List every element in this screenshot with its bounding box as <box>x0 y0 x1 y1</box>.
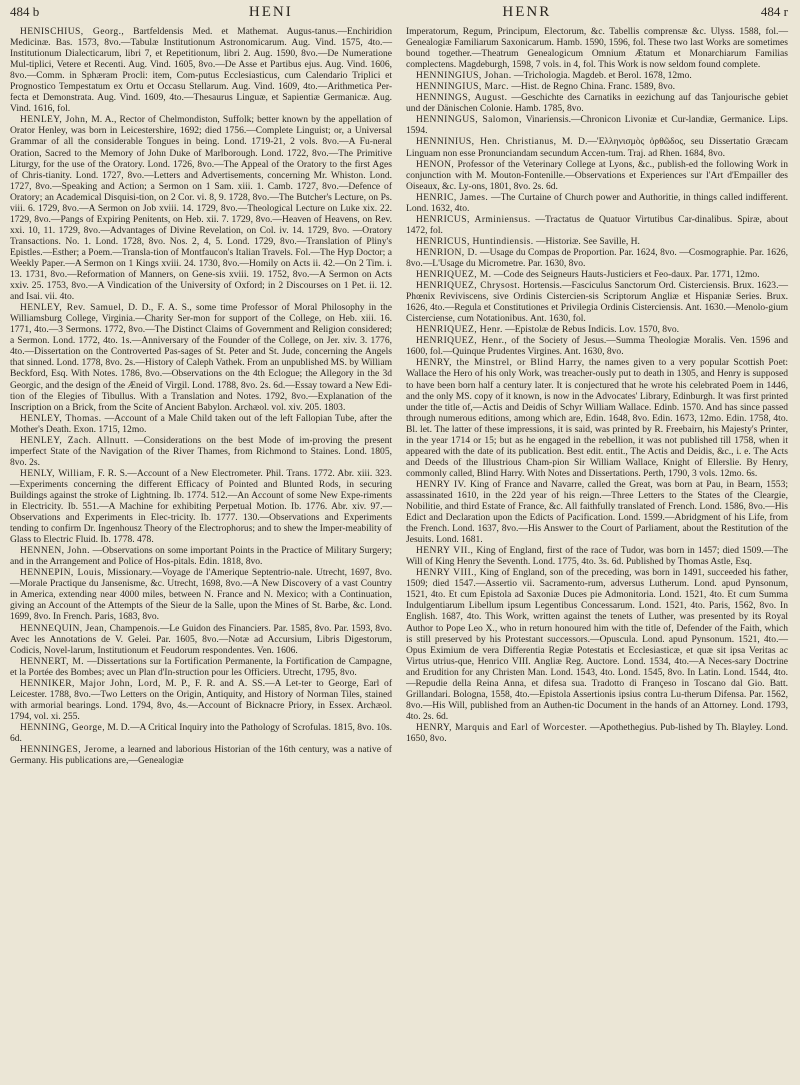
entry-text: —Account of a Male Child taken out of the left Fallopian Tube, after the Mother's Death. Exon. 1715, 12mo. <box>10 412 392 435</box>
right-folio: 484 r <box>760 4 788 19</box>
entry-text: a learned and laborious Historian of the 16th century, was a native of Germany. His publications are,—Genealogiæ <box>10 744 392 767</box>
bibliography-entry <box>406 114 788 136</box>
entry-text: King of England, first of the race of Tudor, was born in 1457; died 1509.—The Will of King Henry the Seventh. Lond. 1775, 4to. 3s. 6d. Published by Thomas Astle, Esq. <box>406 545 788 568</box>
entry-text: —Usage du Compas de Proportion. Par. 1624, 8vo. —Cosmographie. Par. 1626, 8vo.—L'Usage du Micrometre. Par. 1630, 8vo. <box>406 246 788 269</box>
entry-author: HENNERT, M. <box>20 655 85 667</box>
entry-text: —Historiæ. See Saville, H. <box>535 235 640 247</box>
entry-author: HENNING, George, <box>20 721 105 733</box>
entry-author: HENLEY, Rev. Samuel, <box>20 302 124 314</box>
bibliography-entry <box>406 159 788 192</box>
right-column <box>406 26 788 766</box>
bibliography-entry <box>10 435 392 468</box>
bibliography-entry <box>10 302 392 412</box>
entry-author: HENRIQUEZ, M. <box>416 269 492 281</box>
bibliography-entry <box>10 26 392 114</box>
bibliography-entry <box>10 413 392 435</box>
entry-text: —Hist. de Regno China. Franc. 1589, 8vo. <box>511 81 675 93</box>
entry-text: Missionary.—Voyage de l'Amerique Septentrio-nale. Utrecht, 1697, 8vo.—Morale Practique du Jansenisme, &c. Utrecht, 1698, 8vo.—A New Discovery of a vast Country in America, extending near 4000 miles, between N. France and N. Mexico; with a Continuation, giving an Account of the Attempts of the Sieur de la Salle, upon the Mines of St. Barbe, &c. Lond. 1699, 8vo. In French. Paris, 1683, 8vo. <box>10 567 392 623</box>
bibliography-entry <box>10 623 392 656</box>
entry-author: HENRIQUEZ, Chrysost. <box>416 280 521 292</box>
entry-text: M. D.—'Ελληνισμὸς ὀρθῶδος, seu Dissertatio Græcam Linguam non esse Pronunciandam secundum Accen-tum. Traj. ad Rhen. 1684, 8vo. <box>406 136 788 159</box>
entry-text: —Tractatus de Quatuor Virtutibus Car-dinalibus. Spiræ, about 1472, fol. <box>406 213 788 236</box>
entry-text: Imperatorum, Regum, Principum, Electorum, &c. Tabellis comprensæ &c. Ulyss. 1588, fol.—Genealogiæ Familiarum Saxonicarum. Hamb. 1590, 1596, fol. These two last Works are sometimes bound together.—Theatrum Genealogicum Omnium Ætatum et Monarchiarum Familias complectens. Magdeburgh, 1598, 7 vols. in 4, fol. This Work is now seldom found complete. <box>406 26 788 71</box>
entry-author: HENRY, the Minstrel, or Blind Harry, <box>416 357 585 369</box>
entry-text: King of England, son of the preceding, was born in 1491, succeeded his father, 1509; died 1547.—Assertio vii. Sacramento-rum, adversus Lutherum. Lond. apud Pynsonum, 1521, 4to. Et cum Epistola ad Saxoniæ Duces pie Admonitoria. Lond. 1521, 4to. Et cum Summa Indulgentiarum Libellum ipsum Legentibus Concessarum. Lond. 1521, 4to. Paris, 1562, 8vo. In English. 1687, 4to. This Work, written against the tenets of Luther, was presented by its Royal Author to Pope Leo X., who in return honoured him with the title of, Defender of the Faith, which is still preserved by his Protestant successors.—Opuscula. Lond. apud Pynsonum. 1521, 4to.—Opus Eximium de vera Differentia Regiæ Potestatis et Ecclesiasticæ, et quæ sit ipsa Veritas ac Virtus utrius-que, Henrico VIII. Angliæ Reg. Auctore. Lond. 1534, 4to.—A Neces-sary Doctrine and Erudition for any Christen Man. Lond. 1543, 4to. Lond. 1545, 8vo. In Latin. Lond. 1544, 4to.—Repudie della Reina Anna, et difesa sua. Tradotto di Françeso in Toscano dal Gio. Batt. Grillandari. Bologna, 1558, 4to.—Epistola Assertionis ipsius contra Lu-therum Difensa. Par. 1562, 8vo.—His Will, published from an Authen-tic Document in the hands of an Attorney. Lond. 1793, 4to. 2s. 6d. <box>406 567 788 722</box>
bibliography-entry <box>406 136 788 158</box>
entry-author: HENRY, Marquis and Earl of Worcester. <box>416 721 588 733</box>
bibliography-entry <box>10 722 392 744</box>
entry-author: HENLEY, Thomas. <box>20 412 102 424</box>
page-header <box>10 4 788 24</box>
bibliography-entry <box>406 567 788 722</box>
bibliography-entry <box>406 192 788 214</box>
bibliography-entry <box>10 656 392 678</box>
bibliography-entry <box>10 545 392 567</box>
bibliography-entry <box>406 70 788 81</box>
entry-text: —Epistolæ de Rebus Indicis. Lov. 1570, 8vo. <box>505 324 680 336</box>
entry-text: —Trichologia. Magdeb. et Berol. 1678, 12mo. <box>513 70 692 82</box>
entry-author: HENRIQUEZ, Henr. <box>416 324 503 336</box>
entry-text: Vinariensis.—Chronicon Livoniæ et Cur-landiæ, Germanice. Lips. 1594. <box>406 114 788 137</box>
bibliography-entry <box>406 545 788 567</box>
left-folio: 484 b <box>10 4 40 19</box>
entry-text: M. D.—A Critical Inquiry into the Pathology of Scrofulas. 1815, 8vo. 10s. 6d. <box>10 721 393 744</box>
entry-text: the names given to a very popular Scottish Poet: Wallace the Hero of his only Work, was treacher-ously put to death in 1305, and Henry is supposed to have been born half a century later. It is conjectured that he wrote his celebrated Poem in 1446, and the only MS. copy of it known, is now in the Advocates' Library, Edinburgh. It was first printed under the title of,—Actis and Deidis of Schyr William Wallace. Edinb. 1570. And has since passed through numerous editions, among which are, Edin. 1648, 8vo. Edin. 1673, 12mo. Edin. 1758, 4to. Bl. let. The latter of these impressions, it is said, was printed by R. Freebairn, his Majesty's Printer, in the year 1714 or 15; but as he engaged in the rebellion, it was not published till 1758, when it appeared with the date of its publication. Best edit. entit., The Actis and Deidis, &c., i. e. The Acts and Deeds of the Illustrious Cham-pion Sir William Wallace, Knight of Ellerslie. By Henry, commonly called, Blind Harry. With Notes and Dissertations. Perth, 1790, 3 vols. 12mo. 6s. <box>406 357 788 479</box>
entry-text: Champenois.—Le Guidon des Financiers. Par. 1585, 8vo. Par. 1593, 8vo. Avec les Annotations de V. Gelei. Par. 1605, 8vo.—Notæ ad Accursium, Libris Digestorum, Codicis, Novel-larum, Institutionum et Feudorum respondentes. Ven. 1606. <box>10 622 392 656</box>
entry-author: HENRIC, James. <box>416 191 489 203</box>
bibliography-entry <box>406 269 788 280</box>
entry-text: —Observations on some important Points in the Practice of Military Surgery; and in the Arrangement and Police of Hos-pitals. Edin. 1818, 8vo. <box>10 545 392 568</box>
entry-author: HENNEPIN, Louis, <box>20 567 105 579</box>
bibliography-entry <box>10 468 392 545</box>
bibliography-entry <box>406 81 788 92</box>
entry-author: HENRION, D. <box>416 246 478 258</box>
entry-author: HENNEN, John. <box>20 545 90 557</box>
entry-author: HENLEY, John, <box>20 114 89 126</box>
entry-text: —Considerations on the best Mode of im-proving the present imperfect State of the Navigation of the River Thames, from Richmond to Staines. Lond. 1805, 8vo. 2s. <box>10 434 392 468</box>
right-running-head: HENR <box>502 4 552 20</box>
bibliography-entry <box>406 26 788 70</box>
bibliography-entry <box>406 479 788 545</box>
bibliography-entry <box>406 247 788 269</box>
left-running-head: HENI <box>248 4 293 20</box>
bibliography-entry <box>10 114 392 302</box>
text-columns <box>10 26 788 766</box>
entry-author: HENNINGIUS, Johan. <box>416 70 512 82</box>
entry-text: Bartfeldensis Med. et Mathemat. Augus-tanus.—Enchiridion Medicinæ. Bas. 1573, 8vo.—Tabulæ Institutionum Astronomicarum. Aug. Vind. 1575, 4to.—Institutionum Dialecticarum, libri 7, et Repetitionum, libri 2. Aug. 1590, 8vo.—De Numeratione Mul-tiplici, Vetere et Recenti. Aug. Vind. 1605, 8vo.—De Asse et Partibus ejus. Aug. Vind. 1606, 8vo.—Comm. in Sphæram Procli: item, Com-putus Ecclesiasticus, cum Calendario Triplici et Prognostico Tempestatum ex Ortu et Occasu Stellarum. Aug. Vind. 1609, 4to.—Arithmetica Per-fecta et Demonstrata. Aug. Vind. 1609, 4to.—Thesaurus Linguæ, et Sapientiæ Germanicæ. Aug. Vind. 1616, fol. <box>10 26 392 115</box>
entry-text: —Geschichte des Carnatiks in eezichung auf das Tanjourische gebiet und der Dänischen Colonie. Hamb. 1785, 8vo. <box>406 92 788 115</box>
entry-author: HENON, <box>416 158 455 170</box>
bibliography-entry <box>406 280 788 324</box>
entry-text: M. A., Rector of Chelmondiston, Suffolk; better known by the appellation of Orator Henley, was born in Leicestershire, 1692; died 1756.—Complete Linguist; or, a Universal Grammar of all the considerable Tongues in being. Lond. 1719-21, 2 vols. 8vo.—A Fu-neral Oration, Sacred to the Memory of John Duke of Marlborough. Lond. 1722, 8vo.—The Primitive Liturgy, for the use of the Oratory. Lond. 1726, 8vo.—The Appeal of the Oratory to the first Ages of Chris-tianity. Lond. 1727, 8vo.—Letters and Advertisements, concerning Mr. Whiston. Lond. 1727, 8vo.—Speaking and Action; a Sermon on 1 Sam. xiii. 1. Camb. 1727, 8vo.—Defence of Oratory; an Academical Disquisi-tion, on 2 Cor. vi. 8, 9. 1728, 8vo.—The Butcher's Lecture, on Ps. viii. 6. 1729, 8vo.—A Sermon on Job xviii. 14. 1729, 8vo.—Theological Lecture on Luke xix. 22. 1729, 8vo.—Pangs of Expiring Penitents, on Heb. xii. 7. 1729, 8vo.—Heaven of Heavens, on Rev. xxi. 10, 11. 1729, 8vo.—Advantages of Divine Revelation, on Col. iv. 14. 1729, 8vo. —Oratory Transactions. No. 1. Lond. 1728, 8vo. Nos. 2, 4, 5. Lond. 1729, 8vo.—Translation of Pliny's Epistles.—Esther; a Poem.—Transla-tion of Montfaucon's Italian Travels. Fol.—The Hyp Doctor; a Weekly Paper.—A Sermon on 1 Kings xviii. 24. 1730, 8vo.—Homily on Acts ii. 42.—On 2 Tim. i. 13. 1731, 8vo.—Reformation of Manners, on Gene-sis xviii. 19. 1752, 8vo.—A Sermon on Acts xxiv. 25. 1753, 8vo.—A Vindication of the University of Oxford; in 2 Discourses on 1 Pet. ii. 12. and Isai. vii. 4to. <box>10 114 393 303</box>
entry-text: King of France and Navarre, called the Great, was born at Pau, in Bearn, 1553; assassinated 1610, in the 22d year of his reign.—Three Letters to the States of the Cleargie, Nobilitie, and third Estate of France, &c. All faithfully translated of French. Lond. 1586, 8vo.—His Edict and Declaration upon the Edicts of Pacification. Lond. 1599.—Abridgment of his Life, from the French. Lond. 1637, 8vo.—His Answer to the Court of Parliament, about the Restitution of the Jesuits. Lond. 1681. <box>406 478 789 546</box>
entry-text: Professor of the Veterinary College at Lyons, &c., publish-ed the following Work in conjunction with M. Mouton-Fontenille.—Observations et Experiences sur l'Art d'Empailler des Oiseaux, &c. Ly-ons, 1801, 8vo. 2s. 6d. <box>406 158 788 192</box>
bibliography-entry <box>10 678 392 722</box>
entry-text: Hortensis.—Fasciculus Sanctorum Ord. Cisterciensis. Brux. 1623.—Phœnix Reviviscens, sive Ordinis Cistercien-sis Scriptorum Angliæ et Hispaniæ Series. Brux. 1626, 4to.—Regula et Constitutiones et Privilegia Ordinis Cisterciensis. Ant. 1630.—Menolo-gium Cisterciense, cum Notationibus. Ant. 1630, fol. <box>406 280 789 325</box>
entry-author: HENNINIUS, Hen. Christianus, <box>416 136 557 148</box>
bibliography-entry <box>406 722 788 744</box>
entry-text: F. R. S.—Account of a New Electrometer. Phil. Trans. 1772. Abr. xiii. 323.—Experiments concerning the different Efficacy of Pointed and Blunted Rods, in securing Buildings against the stroke of Lightning. Ib. 1774. 512.—An Account of some New Expe-riments in Electricity. Ib. 551.—A Machine for exhibiting Perpetual Motion. Ib. 1776. Abr. xiv. 97.—Observations and Experiments in Elec-tricity. Ib. 1777. 130.—Observations and Experiments tending to confirm Dr. Ingenhousz Theory of the Electrophorus; and to shew the Imper-meability of Glass to Electric Fluid. Ib. 1778. 478. <box>10 467 392 546</box>
entry-author: HENISCHIUS, Georg., <box>20 26 125 37</box>
bibliography-entry <box>10 744 392 766</box>
entry-author: HENNEQUIN, Jean, <box>20 622 107 634</box>
entry-author: HENRY IV. <box>416 478 467 490</box>
entry-author: HENRICUS, Huntindiensis. <box>416 235 534 247</box>
bibliography-entry <box>406 324 788 335</box>
entry-author: HENLY, William, <box>20 467 95 479</box>
left-column <box>10 26 392 766</box>
entry-author: HENRIQUEZ, Henr., <box>416 335 508 347</box>
entry-author: HENRICUS, Arminiensus. <box>416 213 531 225</box>
bibliography-entry <box>406 236 788 247</box>
entry-text: D. D., F. A. S., some time Professor of Moral Philosophy in the Williamsburg College, Virginia.—Charity Ser-mon for support of the College, on Heb. xiii. 16. 1771, 4to.—3 Sermons. 1772, 8vo.—The Distinct Claims of Government and Religion considered; a Sermon. Lond. 1772, 4to. 1s.—Anniversary of the Founder of the College, on Jer. xiv. 3. 1776, 4to.—Dissertation on the Controverted Pas-sages of St. Peter and St. Jude, concerning the Angels that sinned. Lond. 1778, 8vo. 2s.—History of Caleph Vathek. From an unpublished MS. by William Beckford, Esq. With Notes. 1786, 8vo.—Observations on the 4th Eclogue; the Allegory in the 3d Georgic, and the design of the Æneid of Virgil. Lond. 1788, 8vo. 2s. 6d.—Essay toward a New Edi-tion of the Elegies of Tibullus. With a Translation and Notes. 1792, 8vo.—Explanation of the Inscription on a Brick, from the Scite of Ancient Babylon. Archæol. vol. xiv. 205. 1803. <box>10 302 392 413</box>
bibliography-entry <box>406 357 788 479</box>
entry-author: HENLEY, Zach. Allnutt. <box>20 434 129 446</box>
bibliography-entry <box>406 92 788 114</box>
bibliography-entry <box>406 214 788 236</box>
entry-text: —Apothethegius. Pub-lished by Th. Blayley. Lond. 1650, 8vo. <box>406 721 789 744</box>
bibliography-entry <box>10 567 392 622</box>
entry-text: —Code des Seigneurs Hauts-Justiciers et Feo-daux. Par. 1771, 12mo. <box>493 269 760 281</box>
entry-text: —Dissertations sur la Fortification Permanente, la Fortification de Campagne, et la Portée des Bombes; avec un Plan d'In-struction pour les Officiers. Utrecht, 1795, 8vo. <box>10 655 392 678</box>
entry-author: HENNINGUS, Salomon, <box>416 114 522 126</box>
entry-author: HENNINGES, Jerome, <box>20 744 118 756</box>
entry-text: —The Curtaine of Church power and Authoritie, in things called indifferent. Lond. 1632, 4to. <box>406 191 788 214</box>
bibliography-entry <box>406 335 788 357</box>
entry-author: HENRY VII., <box>416 545 474 557</box>
entry-text: of the Society of Jesus.—Summa Theologiæ Moralis. Ven. 1596 and 1600, fol.—Quinque Prudentes Virgines. Ant. 1630, 8vo. <box>406 335 789 358</box>
entry-author: HENNINGS, August. <box>416 92 508 104</box>
entry-text: M. P., F. R. and A. SS.—A Let-ter to George, Earl of Leicester. 1788, 8vo.—Two Letters on the Origin, Antiquity, and History of Norman Tiles, stained with armorial bearings. Lond. 1794, 8vo, 4s.—Account of Bicknacre Priory, in Essex. Archæol. 1794, vol. xi. 255. <box>10 677 393 722</box>
entry-author: HENNIKER, Major John, Lord, <box>20 677 161 689</box>
entry-author: HENNINGIUS, Marc. <box>416 81 509 93</box>
entry-author: HENRY VIII., <box>416 567 477 579</box>
